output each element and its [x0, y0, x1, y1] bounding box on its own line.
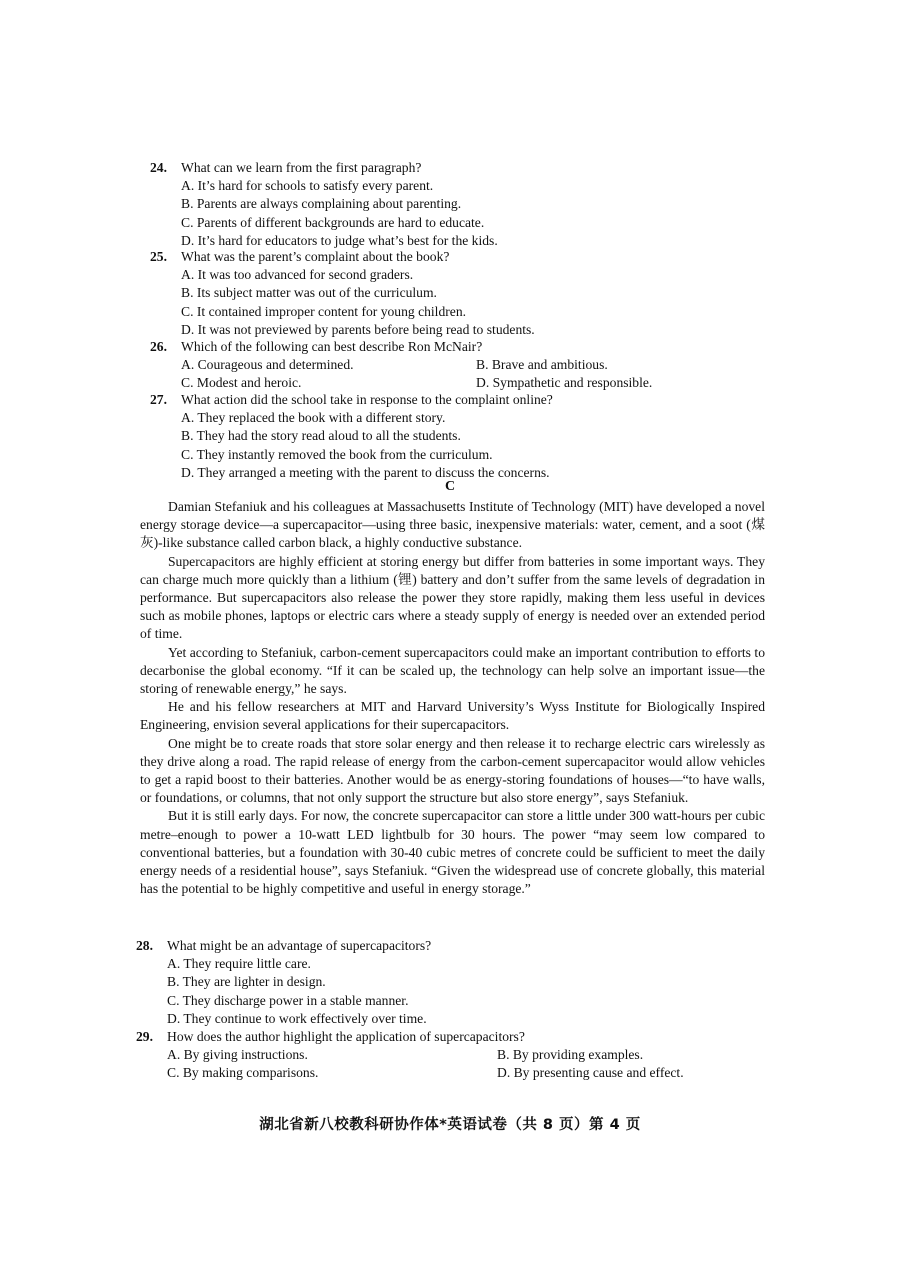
passage-paragraph-4: He and his fellow researchers at MIT and Harvard University’s Wyss Institute for Biologically Inspired Engineering, envision several applications for their supercapacitors.: [140, 699, 765, 733]
question-28: [136, 937, 431, 1028]
option-d: D. It was not previewed by parents before being read to students.: [181, 321, 535, 337]
question-stem: What might be an advantage of supercapacitors?: [167, 938, 432, 953]
question-24: [150, 159, 498, 250]
page-footer: 湖北省新八校教科研协作体*英语试卷（共 8 页）第 4 页: [259, 1117, 641, 1133]
question-number: 24.: [150, 160, 167, 175]
option-a: A. It was too advanced for second graders.: [181, 267, 414, 283]
passage-paragraph-5: One might be to create roads that store solar energy and then release it to recharge electric cars wirelessly as they drive along a road. The rapid release of energy from the carbon-cement supercapacitor would allow vehicles to get a rapid boost to their batteries. Another would be as energy-storing foundations of houses—“to have walls, or foundations, or columns, that not only support the structure but also store energy”, says Stefaniuk.: [140, 735, 765, 806]
option-c: C. They discharge power in a stable manner.: [167, 992, 409, 1008]
option-d: D. Sympathetic and responsible.: [476, 375, 653, 391]
question-stem: What action did the school take in response to the complaint online?: [181, 392, 553, 407]
option-d: D. It’s hard for educators to judge what’s best for the kids.: [181, 232, 498, 248]
option-d: D. They continue to work effectively over time.: [167, 1010, 427, 1026]
option-a: A. They require little care.: [167, 956, 311, 972]
question-29: [136, 1028, 827, 1083]
option-d: D. They arranged a meeting with the parent to discuss the concerns.: [181, 464, 550, 480]
question-25: [150, 248, 535, 339]
option-a: A. By giving instructions.: [167, 1047, 308, 1063]
option-b: B. Parents are always complaining about parenting.: [181, 196, 462, 212]
option-a: A. Courageous and determined.: [181, 357, 354, 373]
option-b: B. Brave and ambitious.: [476, 357, 608, 373]
section-c-heading: C: [444, 479, 456, 494]
question-stem: How does the author highlight the application of supercapacitors?: [167, 1029, 525, 1044]
passage-paragraph-2: Supercapacitors are highly efficient at storing energy but differ from batteries in some important ways. They can charge much more quickly than a lithium (锂) battery and don’t suffer from the same levels of degradation in performance. But supercapacitors also release the power they store rapidly, making them less useful in devices such as mobile phones, laptops or electric cars where a steady supply of energy is needed over an extended period of time.: [140, 553, 765, 642]
option-b: B. Its subject matter was out of the curriculum.: [181, 285, 437, 301]
option-c: C. They instantly removed the book from the curriculum.: [181, 446, 493, 462]
option-b: B. They had the story read aloud to all the students.: [181, 428, 461, 444]
question-26: [150, 338, 771, 393]
question-27: [150, 391, 553, 482]
question-stem: What was the parent’s complaint about the book?: [181, 249, 450, 264]
section-c-passage: [140, 498, 765, 898]
option-a: A. They replaced the book with a different story.: [181, 410, 446, 426]
option-c: C. It contained improper content for young children.: [181, 303, 467, 319]
option-d: D. By presenting cause and effect.: [497, 1065, 684, 1081]
option-c: C. By making comparisons.: [167, 1065, 319, 1081]
option-b: B. They are lighter in design.: [167, 974, 326, 990]
question-number: 26.: [150, 339, 167, 354]
option-c: C. Parents of different backgrounds are hard to educate.: [181, 214, 485, 230]
option-c: C. Modest and heroic.: [181, 375, 302, 391]
question-number: 28.: [136, 938, 153, 953]
option-a: A. It’s hard for schools to satisfy every parent.: [181, 178, 434, 194]
passage-paragraph-1: Damian Stefaniuk and his colleagues at Massachusetts Institute of Technology (MIT) have developed a novel energy storage device—a supercapacitor—using three basic, inexpensive materials: water, cement, and a soot (煤灰)-like substance called carbon black, a highly conductive substance.: [140, 499, 765, 551]
option-b: B. By providing examples.: [497, 1047, 644, 1063]
question-stem: What can we learn from the first paragraph?: [181, 160, 422, 175]
question-number: 27.: [150, 392, 167, 407]
question-stem: Which of the following can best describe Ron McNair?: [181, 339, 483, 354]
question-number: 29.: [136, 1029, 153, 1044]
question-number: 25.: [150, 249, 167, 264]
passage-paragraph-6: But it is still early days. For now, the concrete supercapacitor can store a little under 300 watt-hours per cubic metre–enough to power a 10-watt LED lightbulb for 30 hours. The power “may seem low compared to conventional batteries, but a foundation with 30-40 cubic metres of concrete could be sufficient to meet the daily energy needs of a residential house”, says Stefaniuk. “Given the widespread use of concrete globally, this material has the potential to be highly competitive and useful in energy storage.”: [140, 808, 765, 897]
passage-paragraph-3: Yet according to Stefaniuk, carbon-cement supercapacitors could make an important contribution to efforts to decarbonise the global economy. “If it can be scaled up, the technology can help solve an important issue—the storing of renewable energy,” he says.: [140, 644, 765, 697]
